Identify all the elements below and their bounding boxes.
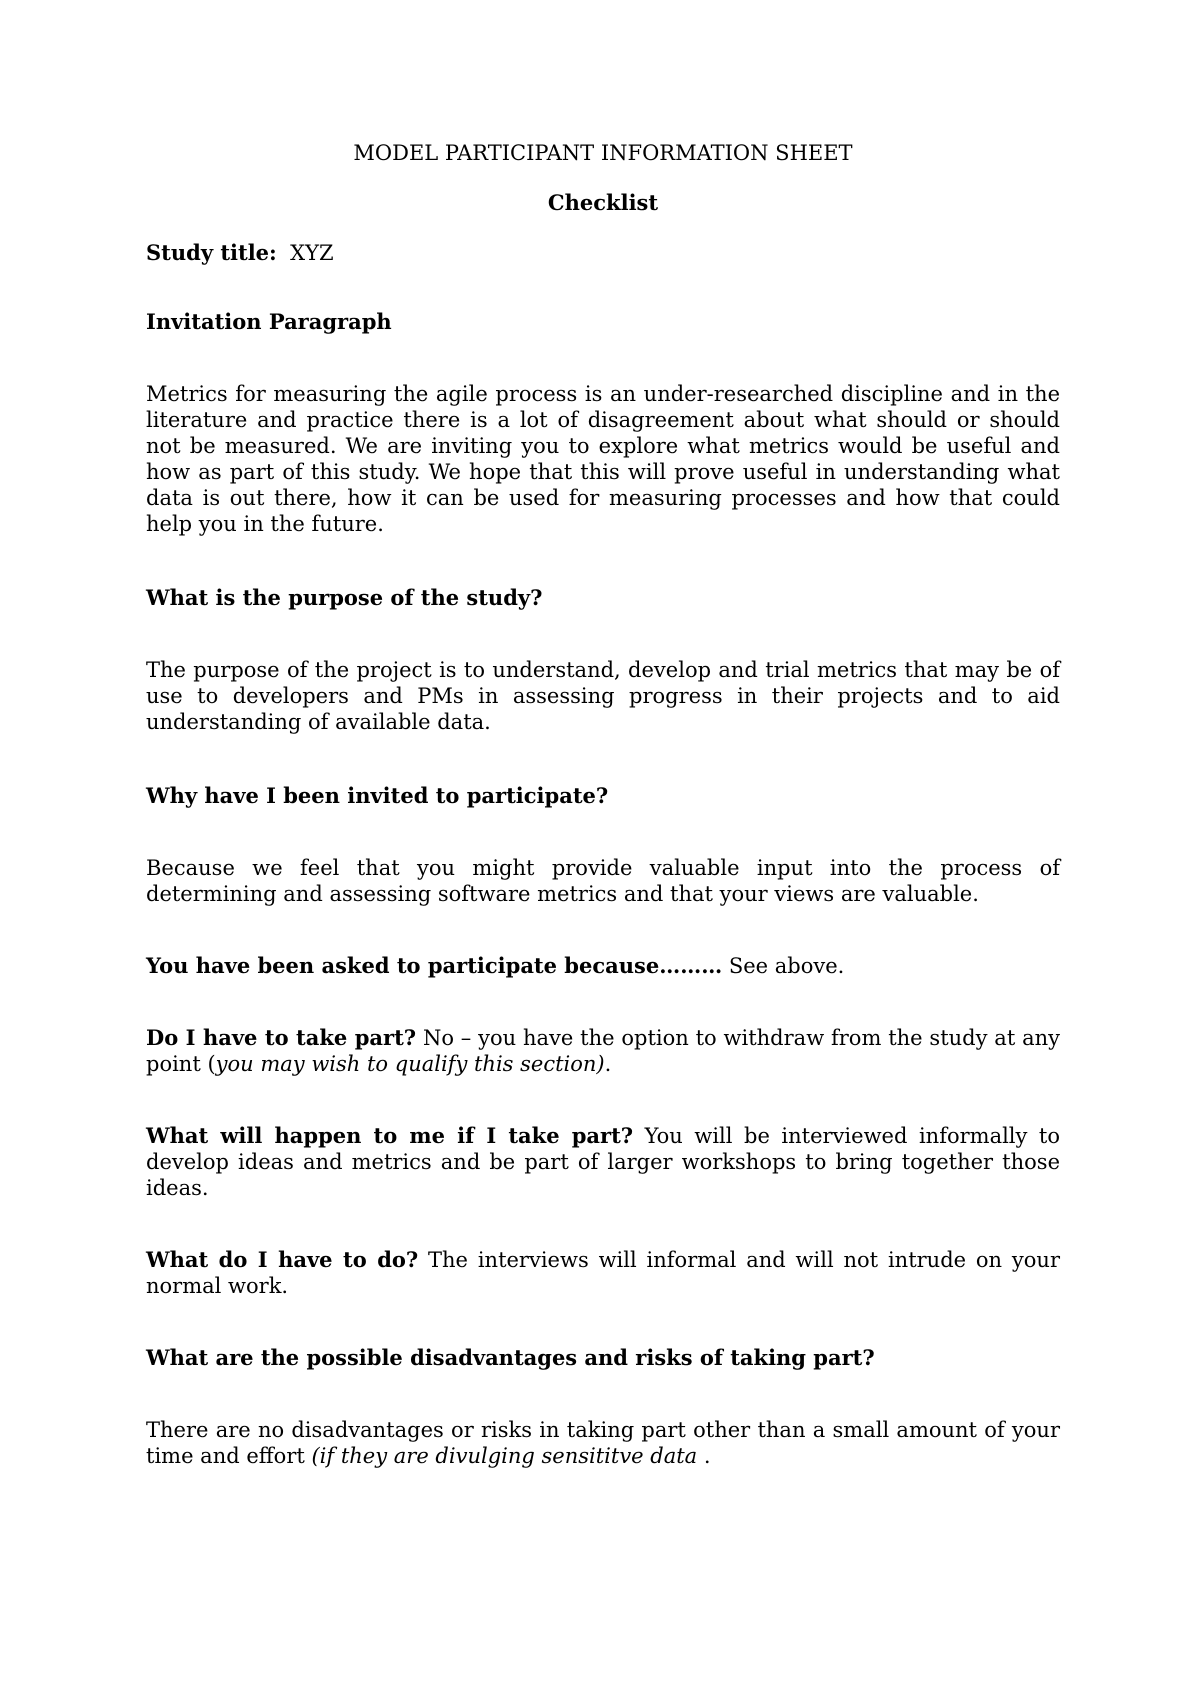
document-subtitle: Checklist [547, 190, 659, 215]
what-happens-paragraph [146, 1123, 1060, 1201]
purpose-body: The purpose of the project is to understand, develop and trial metrics that may be of use to developers and PMs in assessing progress in their projects and to aid understanding of available data. [146, 658, 1060, 734]
take-part-italic: you may wish to qualify this section) [215, 1052, 605, 1076]
invitation-heading: Invitation Paragraph [146, 309, 392, 334]
what-happens-body: You will be interviewed informally to develop ideas and metrics and be part of larger workshops to bring together those ideas. [146, 1124, 1060, 1200]
risks-tail: . [703, 1444, 711, 1468]
study-title-line [146, 240, 1060, 266]
what-happens-heading: What will happen to me if I take part? [146, 1123, 634, 1148]
risks-paragraph [146, 1417, 1060, 1469]
asked-because-paragraph [146, 953, 1060, 979]
why-invited-heading: Why have I been invited to participate? [146, 783, 609, 808]
what-do-heading: What do I have to do? [146, 1247, 419, 1272]
take-part-body: No – you have the option to withdraw from the study at any point ( [146, 1026, 1060, 1076]
purpose-heading: What is the purpose of the study? [146, 585, 543, 610]
risks-heading: What are the possible disadvantages and risks of taking part? [146, 1345, 875, 1370]
what-do-paragraph [146, 1247, 1060, 1299]
take-part-paragraph [146, 1025, 1060, 1077]
invitation-body: Metrics for measuring the agile process is an under-researched discipline and in the literature and practice there is a lot of disagreement about what should or should not be measured. We are inviting you to explore what metrics would be useful and how as part of this study. We hope that this will prove useful in understanding what data is out there, how it can be used for measuring processes and how that could help you in the future. [146, 382, 1060, 536]
asked-because-heading: You have been asked to participate because……… [146, 953, 723, 978]
asked-because-body: See above. [722, 954, 845, 978]
study-title-value: XYZ [290, 241, 334, 265]
study-title-label: Study title: [146, 240, 277, 265]
document-title: MODEL PARTICIPANT INFORMATION SHEET [353, 141, 853, 165]
take-part-tail: . [604, 1052, 612, 1076]
risks-italic: (if they are divulging sensititve data [311, 1444, 704, 1468]
why-invited-body: Because we feel that you might provide valuable input into the process of determining and assessing software metrics and that your views are valuable. [146, 856, 1060, 906]
document-page [146, 140, 1060, 1469]
take-part-heading: Do I have to take part? [146, 1025, 417, 1050]
risks-body: There are no disadvantages or risks in taking part other than a small amount of your time and effort [146, 1418, 1060, 1468]
what-do-body: The interviews will informal and will not intrude on your normal work. [146, 1248, 1060, 1298]
